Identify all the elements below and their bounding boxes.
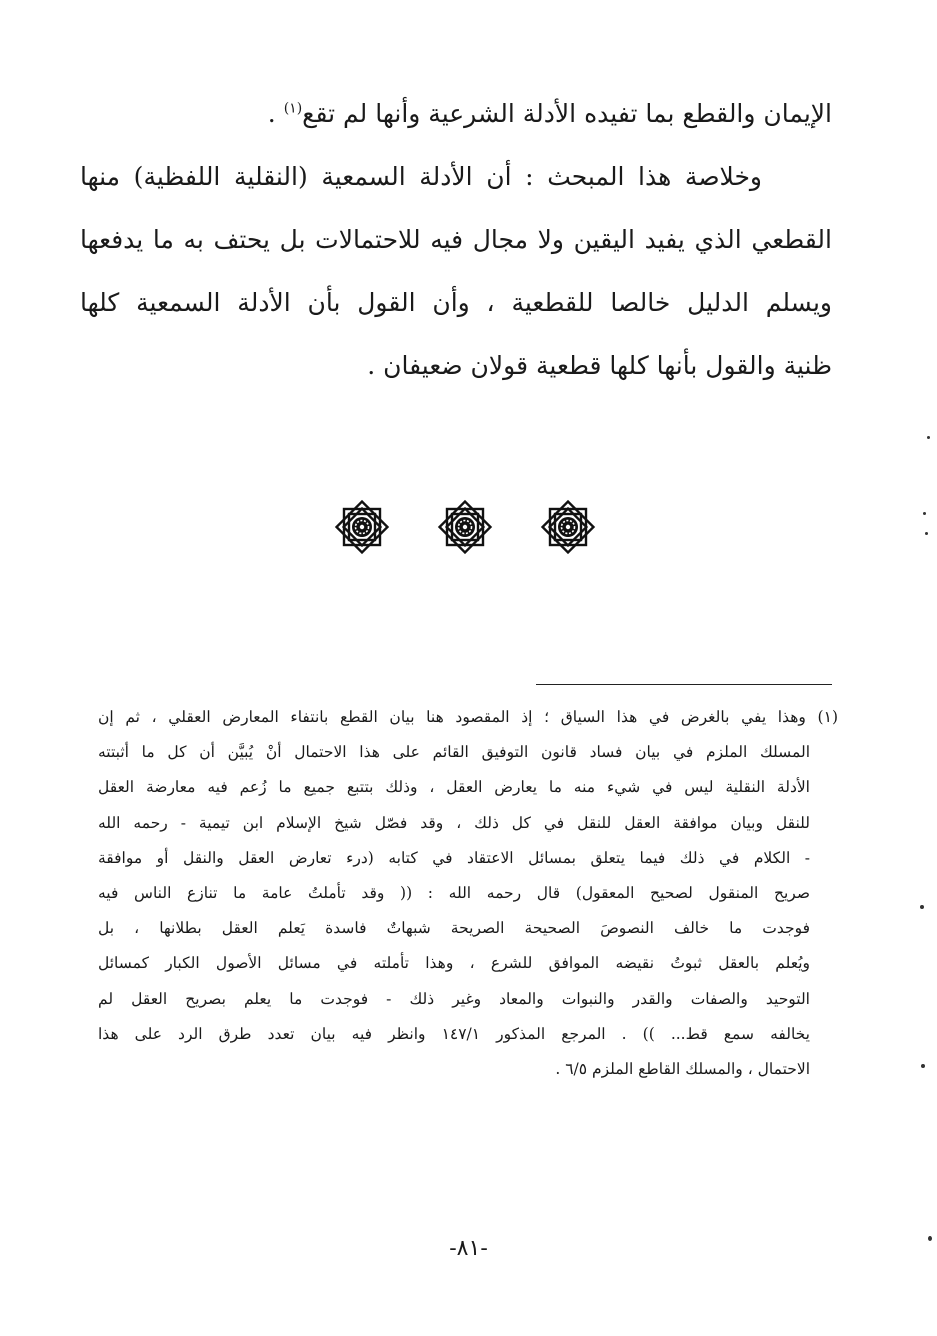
star-ornament-icon [536, 495, 600, 559]
footnote-line: الأدلة النقلية ليس في شيء منه ما يعارض العقل ، وذلك بتتبع جميع ما زُعم فيه معارضة العقل [98, 778, 810, 797]
main-text-block [80, 82, 832, 397]
star-ornament-icon [433, 495, 497, 559]
footnote-line: فوجدت ما خالف النصوصَ الصحيحة الصريحة شبهاتٌ فاسدة يَعلم العقل بطلانها ، بل [98, 919, 810, 938]
scan-speck [925, 532, 928, 535]
scan-speck [928, 1236, 932, 1241]
footnote-line: التوحيد والصفات والقدر والنبوات والمعاد وغير ذلك - فوجدت ما يعلم بصريح العقل لم [98, 989, 810, 1008]
page-number: -٨١- [449, 1236, 488, 1261]
footnote-block [98, 700, 838, 1087]
footnote-separator [536, 684, 832, 685]
footnote-line: (١) وهذا يفي بالغرض في هذا السياق ؛ إذ المقصود هنا بيان القطع بانتفاء المعارض العقلي ، ثم إن [98, 708, 838, 726]
star-ornament-icon [330, 495, 394, 559]
main-line-2: وخلاصة هذا المبحث : أن الأدلة السمعية (النقلية اللفظية) منها [80, 162, 762, 191]
main-line-3: القطعي الذي يفيد اليقين ولا مجال فيه للاحتمالات بل يحتف به ما يدفعها [80, 225, 832, 254]
main-line-1: الإيمان والقطع بما تفيده الأدلة الشرعية وأنها لم تقع$^{(١)}$ . [267, 99, 832, 128]
section-divider-ornaments [330, 492, 600, 562]
scan-speck [920, 905, 924, 909]
footnote-line: ويُعلم بالعقل ثبوتُ نقيضه الموافق للشرع ، وهذا تأملته في مسائل الأصول الكبار كمسائل [98, 954, 810, 973]
footnote-line: - الكلام في ذلك فيما يتعلق بمسائل الاعتقاد في كتابه (درء تعارض العقل والنقل أو موافقة [98, 848, 810, 867]
main-line-5: ظنية والقول بأنها كلها قطعية قولان ضعيفان . [367, 351, 832, 380]
footnote-line: الاحتمال ، والمسلك القاطع الملزم ٦/٥ . [555, 1059, 810, 1078]
scan-speck [921, 1064, 925, 1068]
main-line-4: ويسلم الدليل خالصا للقطعية ، وأن القول بأن الأدلة السمعية كلها [80, 288, 832, 317]
footnote-line: يخالفه سمع قط... )) . المرجع المذكور ١٤٧/١ وانظر فيه بيان تعدد طرق الرد على هذا [98, 1024, 810, 1043]
footnote-line: صريح المنقول لصحيح المعقول) قال رحمه الله : (( وقد تأملتُ عامة ما تنازع الناس فيه [98, 883, 810, 902]
scan-speck [927, 436, 930, 439]
footnote-line: للنقل وبيان موافقة العقل للنقل في كل ذلك ، وقد فصّل شيخ الإسلام ابن تيمية - رحمه الله [98, 813, 810, 832]
footnote-line: المسلك الملزم في بيان فساد قانون التوفيق القائم على هذا الاحتمال أنْ يُبيَّن أن كل ما أثبتته [98, 743, 810, 762]
scan-speck [923, 512, 926, 515]
main-line-1-text: الإيمان والقطع بما تفيده الأدلة الشرعية وأنها لم تقع [302, 99, 832, 128]
footnote-reference: (١) [283, 100, 303, 117]
